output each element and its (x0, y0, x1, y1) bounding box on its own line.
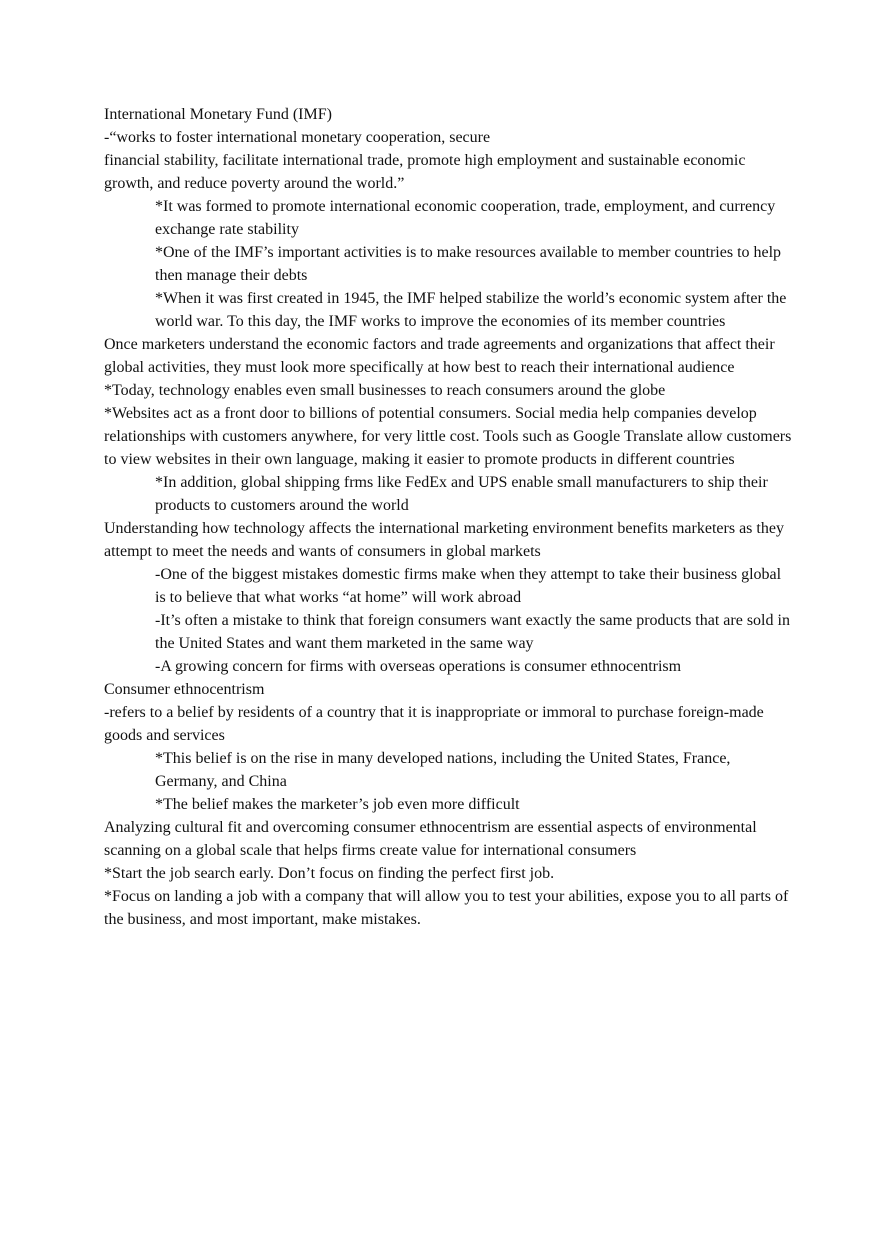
imf-note-resources: *One of the IMF’s important activities is to make resources available to member countries to help then manage their debts (155, 244, 782, 284)
note-job-search: *Start the job search early. Don’t focus on finding the perfect first job. (104, 865, 555, 882)
imf-quote-start: -“works to foster international monetary cooperation, secure (104, 129, 491, 146)
imf-note-history: *When it was first created in 1945, the IMF helped stabilize the world’s economic system after the world war. To this day, the IMF works to improve the economies of its member countries (155, 290, 787, 330)
note-websites: *Websites act as a front door to billions of potential consumers. Social media help companies develop relationships with customers anywhere, for very little cost. Tools such as Google Translate allow customers to view websites in their own language, making it easier to promote products in different countries (104, 405, 792, 468)
document-page (104, 103, 794, 931)
ethnocentrism-note-difficult: *The belief makes the marketer’s job even more difficult (155, 796, 520, 813)
definition-ethnocentrism: -refers to a belief by residents of a country that it is inappropriate or immoral to purchase foreign-made goods and services (104, 704, 764, 744)
mistake-works-at-home: -One of the biggest mistakes domestic firms make when they attempt to take their business global is to believe that what works “at home” will work abroad (155, 566, 782, 606)
heading-consumer-ethnocentrism: Consumer ethnocentrism (104, 681, 265, 698)
heading-imf: International Monetary Fund (IMF) (104, 106, 332, 123)
concern-ethnocentrism: -A growing concern for firms with overseas operations is consumer ethnocentrism (155, 658, 682, 675)
note-technology: *Today, technology enables even small businesses to reach consumers around the globe (104, 382, 666, 399)
paragraph-marketers-audience: Once marketers understand the economic factors and trade agreements and organizations that affect their global activities, they must look more specifically at how best to reach their international audience (104, 336, 775, 376)
note-landing-job: *Focus on landing a job with a company that will allow you to test your abilities, expose you to all parts of the business, and most important, make mistakes. (104, 888, 789, 928)
imf-quote-continued: financial stability, facilitate international trade, promote high employment and sustainable economic growth, and reduce poverty around the world.” (104, 152, 746, 192)
ethnocentrism-note-rise: *This belief is on the rise in many developed nations, including the United States, France, Germany, and China (155, 750, 731, 790)
paragraph-technology-environment: Understanding how technology affects the international marketing environment benefits marketers as they attempt to meet the needs and wants of consumers in global markets (104, 520, 784, 560)
mistake-same-products: -It’s often a mistake to think that foreign consumers want exactly the same products that are sold in the United States and want them marketed in the same way (155, 612, 790, 652)
note-shipping: *In addition, global shipping frms like FedEx and UPS enable small manufacturers to ship their products to customers around the world (155, 474, 768, 514)
imf-note-formation: *It was formed to promote international economic cooperation, trade, employment, and currency exchange rate stability (155, 198, 776, 238)
paragraph-cultural-fit: Analyzing cultural fit and overcoming consumer ethnocentrism are essential aspects of environmental scanning on a global scale that helps firms create value for international consumers (104, 819, 757, 859)
